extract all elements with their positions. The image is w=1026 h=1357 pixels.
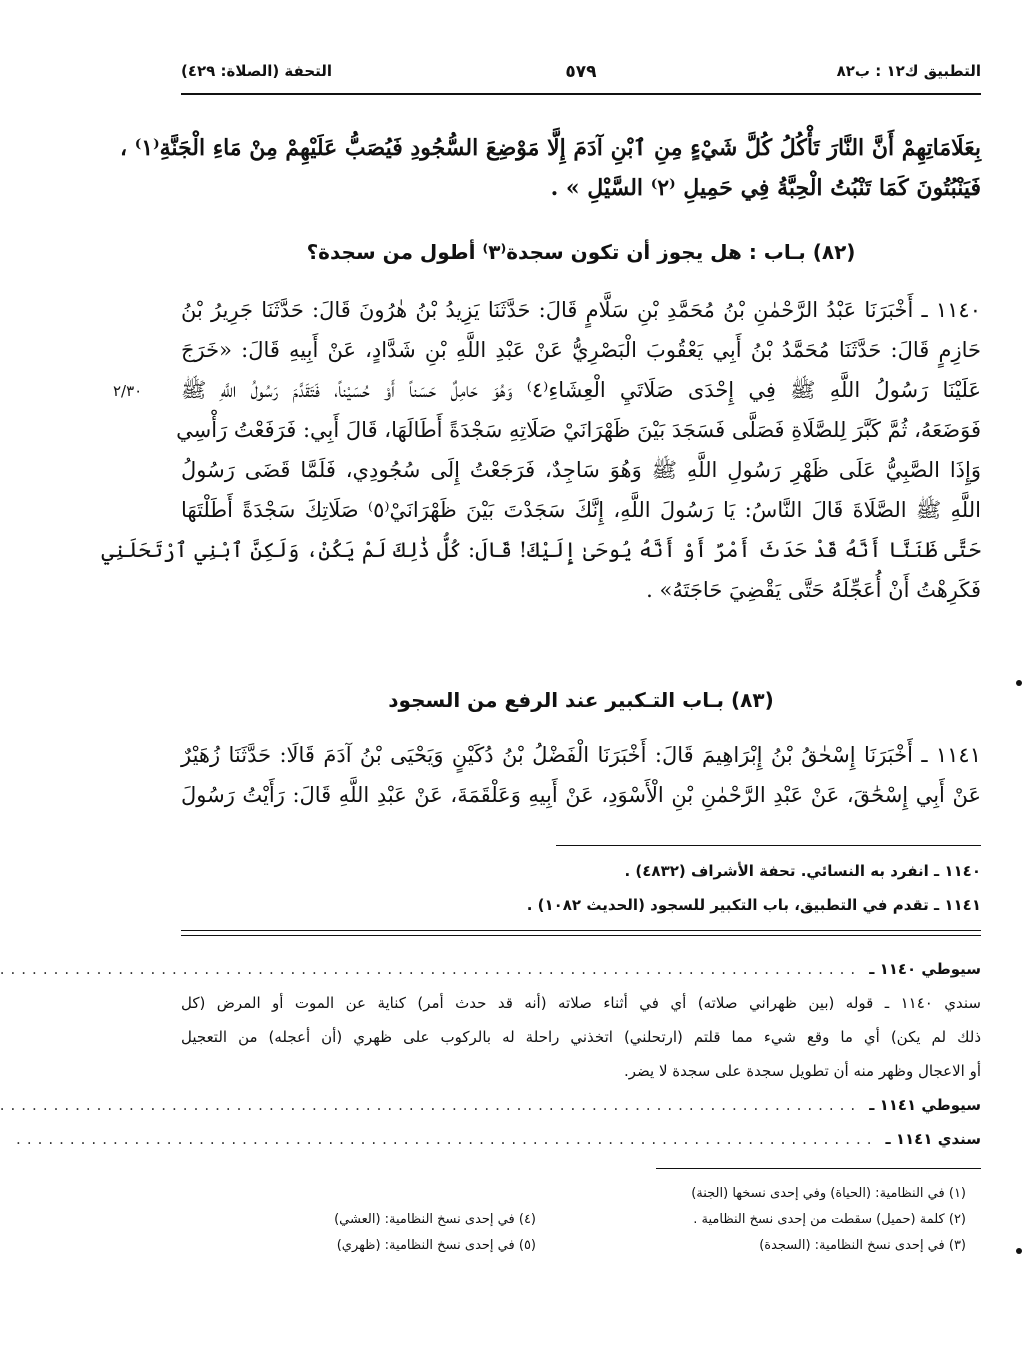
footnote-2: (٢) كلمة (حميل) سقطت من إحدى نسخ النظامية . — [693, 1212, 966, 1227]
chapter-heading-83: (٨٣) بـاب التـكبير عند الرفع من السجود — [388, 688, 774, 712]
running-header — [181, 58, 981, 90]
page-number: ٥٧٩ — [565, 62, 597, 82]
text-line: فَكَرِهْتُ أَنْ أُعَجِّلَهُ حَتَّى يَقْضِيَ حَاجَتَهُ» . — [646, 578, 981, 602]
text-line: فَوَضَعَهُ، ثُمَّ كَبَّرَ لِلصَّلَاةِ فَصَلَّى فَسَجَدَ بَيْنَ ظَهْرَانَيْ صَلَاتِهِ سَجْدَةً أَطَالَهَا، قَالَ أَبِي: فَرَفَعْتُ رَأْسِي — [176, 418, 981, 442]
text-line: عَنْ أَبِي إِسْحَٰقَ، عَنْ عَبْدِ الرَّحْمٰنِ بْنِ الْأَسْوَدِ، عَنْ أَبِيهِ وَعَلْقَمَةَ، عَنْ عَبْدِ اللَّهِ قَالَ: رَأَيْتُ رَسُولَ — [181, 783, 981, 807]
header-chapter-ref: التطبيق ك١٢ : ب٨٢ — [836, 62, 981, 80]
footnote-1: (١) في النظامية: (الحياة) وفي إحدى نسخها (الجنة) — [691, 1186, 966, 1201]
header-divider — [181, 93, 981, 95]
sindi-1140-line: سندي ١١٤٠ ـ قوله (بين ظهراني صلاته) أي في أثناء صلاته (أنه قد حدث أمر) كناية عن الموت أو المرض (كل — [181, 994, 981, 1012]
footnote-5: (٥) في إحدى نسخ النظامية: (ظهري) — [336, 1238, 536, 1253]
margin-mark — [1016, 1248, 1022, 1254]
sindi-1141-entry — [16, 1122, 981, 1156]
text-line: حَتَّى ظَنَنَّا أَنَّهُ قَدْ حَدَثَ أَمْرٌ أَوْ أَنَّهُ يُوحَىٰ إِلَيْكَ! قَالَ: كُلُّ ذَٰلِكَ لَمْ يَكُنْ، وَلَكِنَّ ٱبْنِي ٱرْتَحَلَنِي — [101, 538, 981, 562]
commentary-section — [0, 952, 981, 1156]
text-line: عَلَيْنَا رَسُولُ اللَّهِ ﷺ فِي إِحْدَى صَلَاتَيِ الْعِشَاءِ⁽٤⁾ وَهُوَ حَامِلٌ حَسَناً أَوْ حُسَيْناً، فَتَقَدَّمَ رَسُولُ اللَّهِ ﷺ — [181, 378, 981, 402]
sindi-1140-line: أو الاعجال وظهر منه أن تطويل سجدة على سجدة لا يضر. — [623, 1062, 981, 1080]
chapter-heading-82: (٨٢) بـاب : هل يجوز أن تكون سجدة⁽٣⁾ أطول من سجدة؟ — [306, 240, 856, 264]
margin-volume-reference: ٢/٣٠ — [113, 382, 143, 400]
text-line: ١١٤٠ ـ أَخْبَرَنَا عَبْدُ الرَّحْمٰنِ بْنُ مُحَمَّدِ بْنِ سَلَّامٍ قَالَ: حَدَّثَنَا يَزِيدُ بْنُ هٰرُونَ قَالَ: حَدَّثَنَا جَرِيرُ بْنُ — [181, 298, 981, 322]
text-line: بِعَلَامَاتِهِمْ أَنَّ النَّارَ تَأْكُلُ كُلَّ شَيْءٍ مِنِ ٱبْنِ آدَمَ إِلَّا مَوْضِعَ السُّجُودِ فَيُصَبُّ عَلَيْهِمْ مِنْ مَاءِ الْجَنَّةِ⁽١⁾ ، — [119, 135, 981, 161]
text-line: اللَّهِ ﷺ الصَّلَاةَ قَالَ النَّاسُ: يَا رَسُولَ اللَّهِ، إِنَّكَ سَجَدْتَ بَيْنَ ظَهْرَانَيْ⁽٥⁾ صَلَاتِكَ سَجْدَةً أَطَلْتَهَا — [181, 498, 981, 522]
text-line: فَيَنْبُتُونَ كَمَا تَنْبُتُ الْحِبَّةُ فِي حَمِيلِ ⁽٢⁾ السَّيْلِ » . — [550, 175, 981, 201]
suyuti-1141-entry — [0, 1088, 981, 1122]
commentary-label: سيوطي ١١٤٠ ـ — [869, 960, 981, 978]
takhrij-divider — [556, 845, 981, 846]
takhrij-1140: ١١٤٠ ـ انفرد به النسائي. تحفة الأشراف (٤٨٣٢) . — [624, 862, 981, 880]
leader-dots: ................................................................................ — [0, 960, 862, 978]
sindi-1140-line: ذلك لم يكن) أي ما وقع شيء مما قلتم (ارتحلني) اتخذني راحلة له بالركوب على ظهري (أن أعجله) من التعجيل — [181, 1028, 981, 1046]
hadith-1141 — [181, 735, 981, 815]
suyuti-1140-entry — [0, 952, 981, 986]
intro-text — [119, 128, 981, 208]
margin-mark — [1016, 680, 1022, 686]
footnote-3: (٣) في إحدى نسخ النظامية: (السجدة) — [759, 1238, 966, 1253]
commentary-label: سندي ١١٤١ ـ — [885, 1130, 981, 1148]
commentary-label: سيوطي ١١٤١ ـ — [869, 1096, 981, 1114]
text-line: حَازِمٍ قَالَ: حَدَّثَنَا مُحَمَّدُ بْنُ أَبِي يَعْقُوبَ الْبَصْرِيُّ عَنْ عَبْدِ اللَّهِ بْنِ شَدَّادٍ، عَنْ أَبِيهِ قَالَ: «خَرَجَ — [181, 338, 981, 362]
text-line: ١١٤١ ـ أَخْبَرَنَا إِسْحٰقُ بْنُ إِبْرَاهِيمَ قَالَ: أَخْبَرَنَا الْفَضْلُ بْنُ دُكَيْنٍ وَيَحْيَى بْنُ آدَمَ قَالَا: حَدَّثَنَا زُهَيْرٌ — [181, 743, 981, 767]
footnotes-divider — [656, 1168, 981, 1169]
footnote-4: (٤) في إحدى نسخ النظامية: (العشي) — [334, 1212, 536, 1227]
leader-dots: ................................................................................ — [16, 1130, 878, 1148]
takhrij-1141: ١١٤١ ـ تقدم في التطبيق، باب التكبير للسجود (الحديث ١٠٨٢) . — [526, 896, 981, 914]
text-line: وَإِذَا الصَّبِيُّ عَلَى ظَهْرِ رَسُولِ اللَّهِ ﷺ وَهُوَ سَاجِدٌ، فَرَجَعْتُ إِلَى سُجُودِي، فَلَمَّا قَضَى رَسُولُ — [181, 458, 981, 482]
header-tuhfa-ref: التحفة (الصلاة: ٤٢٩) — [181, 62, 333, 80]
leader-dots: ................................................................................ — [0, 1096, 862, 1114]
commentary-divider — [181, 930, 981, 936]
